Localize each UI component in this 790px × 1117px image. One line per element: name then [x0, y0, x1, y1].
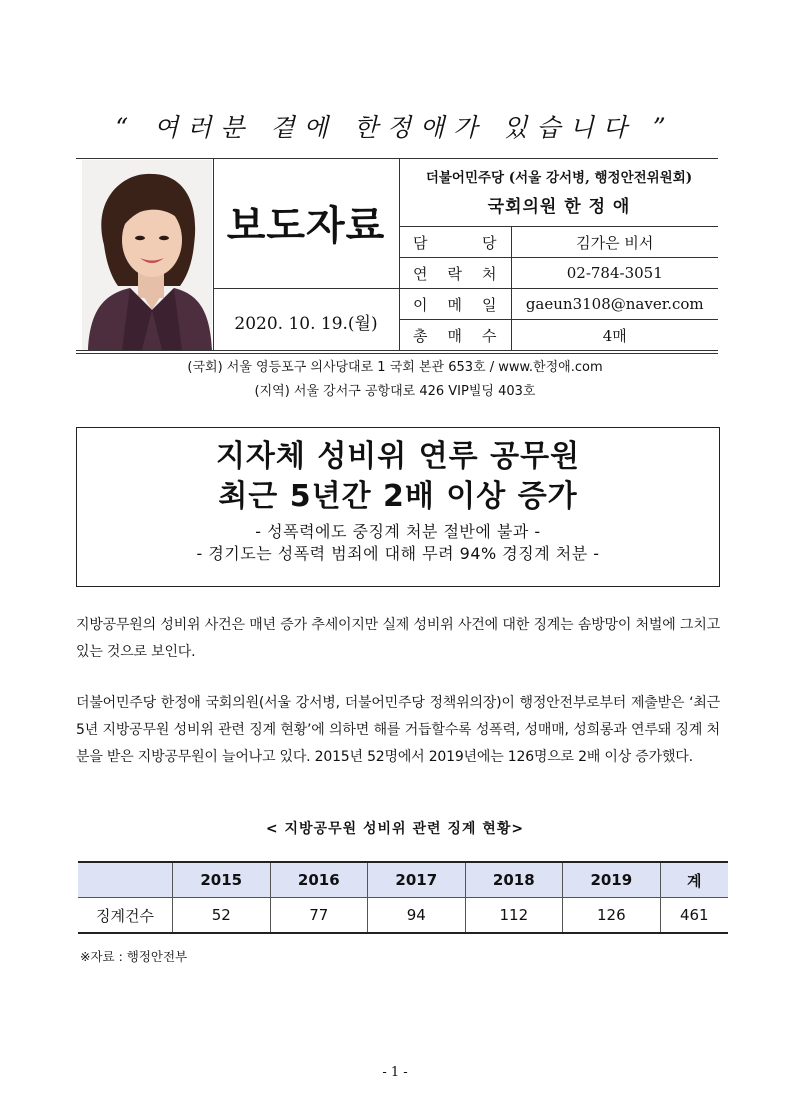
table-header-cell — [78, 862, 173, 898]
subheadline-1: - 성폭력에도 중징계 처분 절반에 불과 - — [255, 522, 541, 541]
body-paragraph-2: 더불어민주당 한정애 국회의원(서울 강서병, 더불어민주당 정책위의장)이 행정안전부로부터 제출받은 ‘최근 5년 지방공무원 성비위 관련 징계 현황’에 의하면 해를 거듭할수록 성폭력, 성매매, 성희롱과 연루돼 징계 처분을 받은 지방공무원이 늘어나고 있다. 2015년 52명에서 2019년에는 126명으로 2배 이상 증가했다. — [76, 695, 720, 765]
body-paragraph-1: 지방공무원의 성비위 사건은 매년 증가 추세이지만 실제 성비위 사건에 대한 징계는 솜방망이 처벌에 그치고 있는 것으로 보인다. — [76, 617, 720, 660]
table-header-cell: 2015 — [173, 862, 271, 898]
contact-value: 4매 — [511, 320, 718, 351]
table-row — [78, 898, 728, 934]
table-cell: 52 — [173, 898, 271, 934]
header-bottom-rule-2 — [76, 353, 718, 354]
title-date-rule — [213, 288, 399, 289]
contact-value: 김가은 비서 — [511, 227, 718, 258]
headline-box — [76, 427, 720, 587]
contact-key: 총 매 수 — [399, 320, 511, 351]
contact-info-table — [399, 226, 718, 350]
header-top-rule — [76, 158, 718, 159]
table-title: < 지방공무원 성비위 관련 징계 현황> — [265, 821, 525, 837]
page-number: - 1 - — [382, 1065, 408, 1080]
table-header-cell: 2017 — [368, 862, 466, 898]
contact-row — [399, 227, 718, 258]
table-header-cell: 계 — [660, 862, 728, 898]
press-release-title: 보도자료 — [226, 203, 386, 249]
table-cell: 126 — [563, 898, 661, 934]
headline-line-2: 최근 5년간 2배 이상 증가 — [218, 479, 578, 514]
portrait-photo — [82, 160, 212, 350]
discipline-stats-table — [78, 861, 728, 934]
slogan: “ 여러분 곁에 한정애가 있습니다 ” — [115, 113, 675, 142]
party-affiliation: 더불어민주당 (서울 강서병, 행정안전위원회) — [425, 170, 693, 186]
contact-key: 담 당 — [399, 227, 511, 258]
contact-row — [399, 258, 718, 289]
email-value[interactable]: gaeun3108@naver.com — [511, 289, 718, 320]
contact-key: 연 락 처 — [399, 258, 511, 289]
portrait-illustration — [82, 160, 212, 350]
local-address: (지역) 서울 강서구 공항대로 426 VIP빌딩 403호 — [254, 384, 536, 399]
contact-value: 02-784-3051 — [511, 258, 718, 289]
headline-line-1: 지자체 성비위 연루 공무원 — [215, 439, 581, 474]
assembly-address: (국회) 서울 영등포구 의사당대로 1 국회 본관 653호 / www.한정애.com — [187, 360, 603, 375]
table-header-cell: 2019 — [563, 862, 661, 898]
table-header-row — [78, 862, 728, 898]
table-cell: 461 — [660, 898, 728, 934]
release-date: 2020. 10. 19.(월) — [234, 313, 378, 334]
header-bottom-rule — [76, 350, 718, 351]
table-header-cell: 2016 — [270, 862, 368, 898]
table-cell: 94 — [368, 898, 466, 934]
contact-row — [399, 289, 718, 320]
table-header-cell: 2018 — [465, 862, 563, 898]
subheadline-2: - 경기도는 성폭력 범죄에 대해 무려 94% 경징계 처분 - — [196, 544, 600, 563]
member-name: 국회의원 한 정 애 — [487, 197, 631, 217]
contact-row — [399, 320, 718, 351]
table-cell: 112 — [465, 898, 563, 934]
contact-key: 이 메 일 — [399, 289, 511, 320]
data-source-note: ※자료 : 행정안전부 — [80, 949, 188, 964]
table-row-label: 징계건수 — [78, 898, 173, 934]
table-cell: 77 — [270, 898, 368, 934]
